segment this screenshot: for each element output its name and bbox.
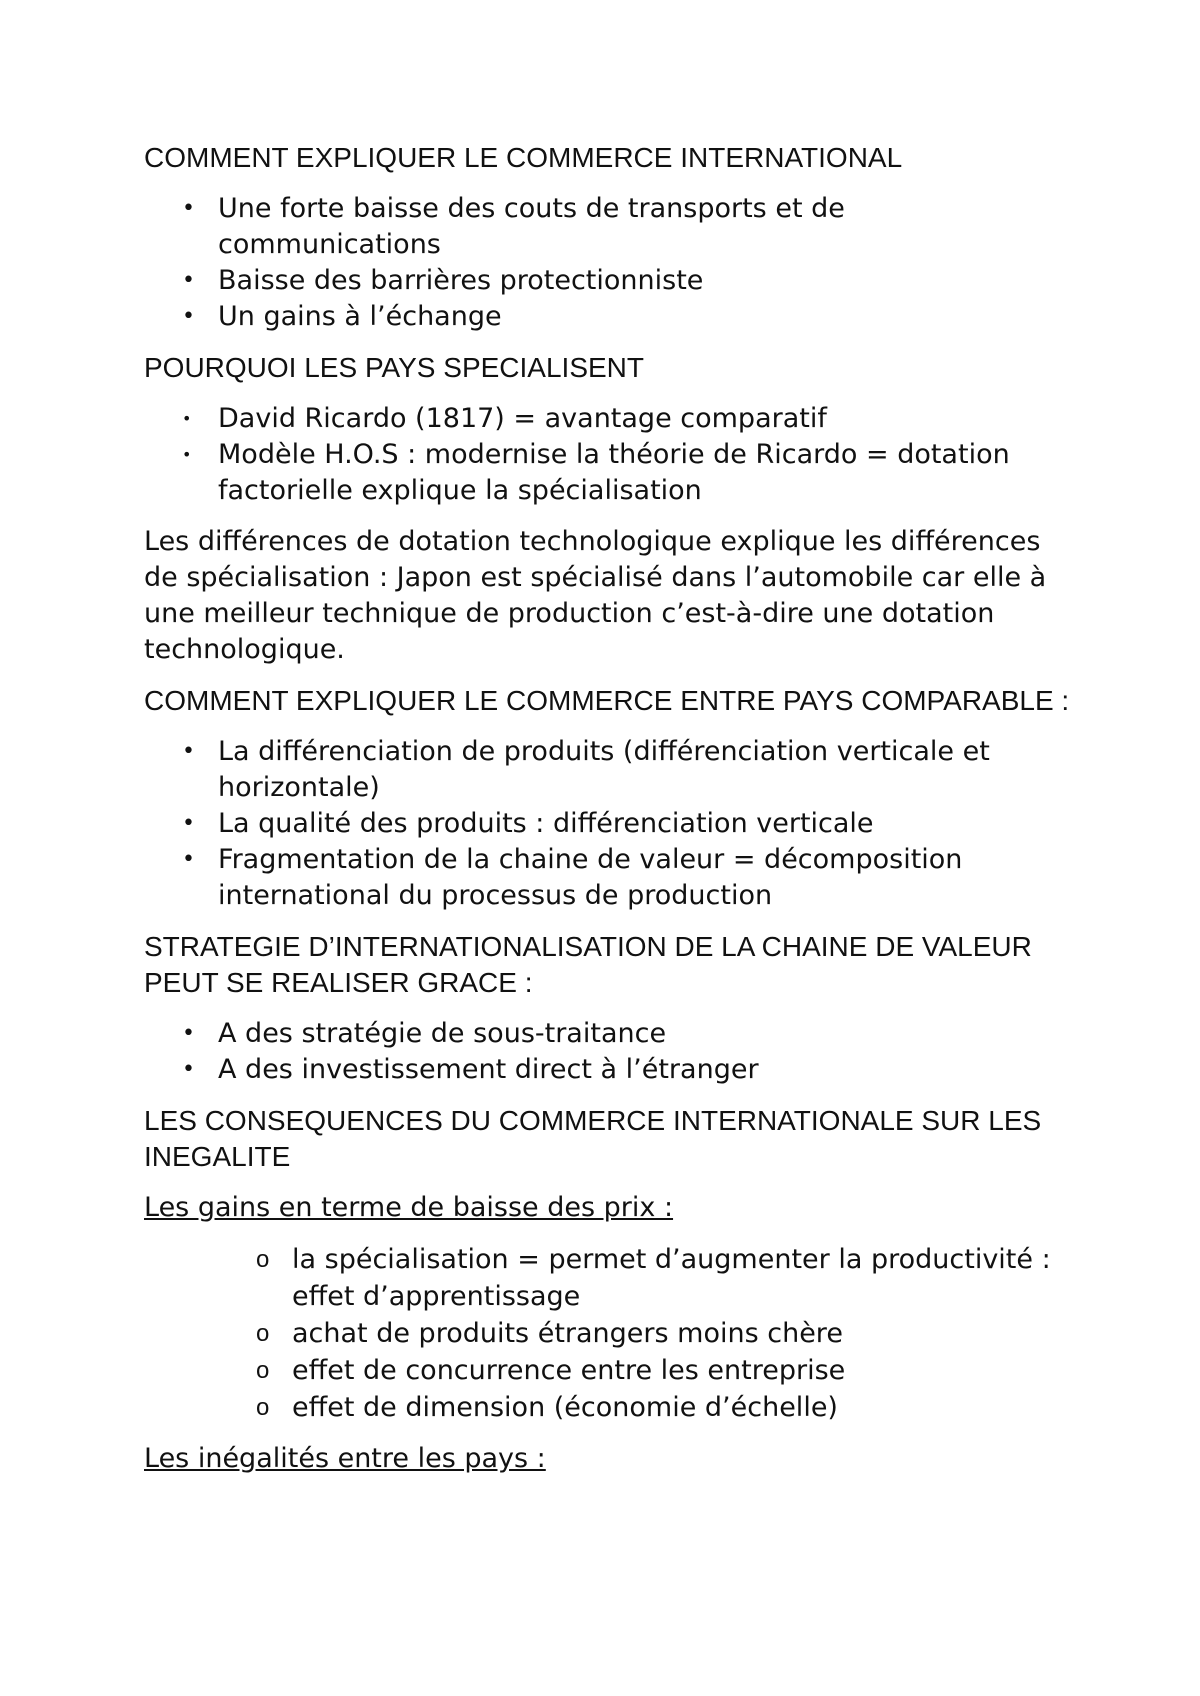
bullet-icon: • bbox=[182, 445, 192, 464]
list-specialisation bbox=[144, 401, 1074, 509]
bullet-icon: • bbox=[182, 196, 195, 221]
list-item: o effet de dimension (économie d’échelle) bbox=[144, 1389, 1074, 1426]
bullet-icon: • bbox=[182, 1057, 195, 1082]
list-item: • Un gains à l’échange bbox=[144, 299, 1074, 335]
bullet-icon: • bbox=[182, 409, 192, 428]
subheading-gains-prix: Les gains en terme de baisse des prix : bbox=[144, 1192, 674, 1223]
circle-bullet-icon: o bbox=[256, 1394, 270, 1421]
subheading-inegalites: Les inégalités entre les pays : bbox=[144, 1443, 546, 1474]
list-item: • Fragmentation de la chaine de valeur = décomposition international du processus de production bbox=[182, 844, 963, 911]
list-gains bbox=[144, 1241, 1074, 1426]
list-item: • Une forte baisse des couts de transports et de communications bbox=[182, 193, 845, 260]
document-page bbox=[144, 140, 1074, 1492]
heading-commerce-international: COMMENT EXPLIQUER LE COMMERCE INTERNATIONAL bbox=[144, 142, 903, 173]
list-item: • Baisse des barrières protectionniste bbox=[144, 263, 1074, 299]
list-item: • A des investissement direct à l’étranger bbox=[144, 1052, 1074, 1088]
paragraph-dotation: Les différences de dotation technologique explique les différences de spécialisation : Japon est spécialisé dans l’automobile car elle à une meilleur technique de production c’est-à-dire une dotation technologique. bbox=[144, 526, 1047, 665]
list-causes-commerce bbox=[144, 191, 1074, 335]
circle-bullet-icon: o bbox=[256, 1320, 270, 1347]
bullet-icon: • bbox=[182, 847, 195, 872]
heading-consequences: LES CONSEQUENCES DU COMMERCE INTERNATIONALE SUR LES INEGALITE bbox=[144, 1105, 1042, 1172]
list-strategie bbox=[144, 1016, 1074, 1088]
list-item: • La qualité des produits : différenciation verticale bbox=[144, 806, 1074, 842]
list-item: • David Ricardo (1817) = avantage comparatif bbox=[144, 401, 1074, 437]
bullet-icon: • bbox=[182, 739, 195, 764]
bullet-icon: • bbox=[182, 811, 195, 836]
list-item: o effet de concurrence entre les entreprise bbox=[144, 1352, 1074, 1389]
heading-strategie: STRATEGIE D’INTERNATIONALISATION DE LA CHAINE DE VALEUR PEUT SE REALISER GRACE : bbox=[144, 931, 1032, 998]
bullet-icon: • bbox=[182, 304, 195, 329]
list-item: • A des stratégie de sous-traitance bbox=[144, 1016, 1074, 1052]
list-differenciation bbox=[144, 734, 1074, 914]
heading-specialisation: POURQUOI LES PAYS SPECIALISENT bbox=[144, 352, 644, 383]
list-item: • La différenciation de produits (différenciation verticale et horizontale) bbox=[182, 736, 990, 803]
bullet-icon: • bbox=[182, 268, 195, 293]
bullet-icon: • bbox=[182, 1021, 195, 1046]
list-item: • Modèle H.O.S : modernise la théorie de Ricardo = dotation factorielle explique la spécialisation bbox=[182, 439, 1010, 506]
list-item: o achat de produits étrangers moins chère bbox=[144, 1315, 1074, 1352]
list-item: o la spécialisation = permet d’augmenter la productivité : effet d’apprentissage bbox=[144, 1241, 1074, 1315]
circle-bullet-icon: o bbox=[256, 1357, 270, 1384]
heading-pays-comparable: COMMENT EXPLIQUER LE COMMERCE ENTRE PAYS COMPARABLE : bbox=[144, 685, 1070, 716]
circle-bullet-icon: o bbox=[256, 1246, 270, 1273]
